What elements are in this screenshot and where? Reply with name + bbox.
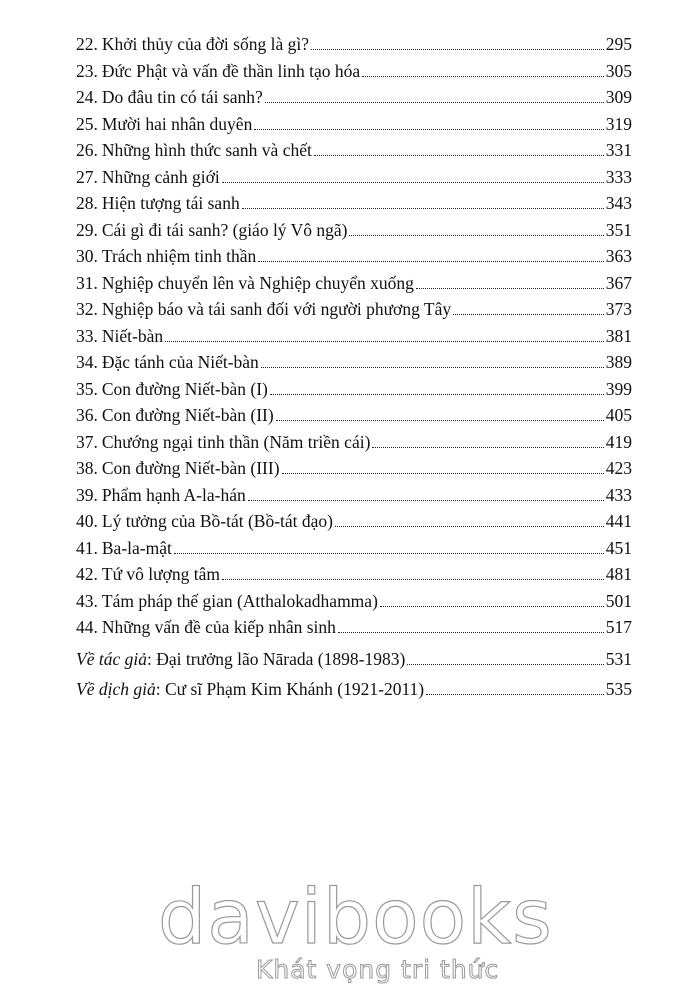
toc-entry-title: Chướng ngại tinh thần (Năm triền cái) xyxy=(101,431,371,452)
toc-entry-number: 30. xyxy=(76,246,98,266)
toc-entry xyxy=(76,403,632,427)
watermark-brand: davibooks xyxy=(158,872,553,961)
toc-entry-title: Hiện tượng tái sanh xyxy=(101,193,240,213)
toc-entry-page: 481 xyxy=(605,564,632,584)
toc-entry-page: 381 xyxy=(605,325,632,346)
toc-entry-number: 22. xyxy=(76,34,98,54)
dot-leader xyxy=(242,207,604,209)
toc-entry-number: 36. xyxy=(76,405,98,425)
toc-entry-title: Con đường Niết-bàn (II) xyxy=(101,405,274,425)
toc-entry-title: Ba-la-mật xyxy=(101,537,172,558)
toc-entry-page: 399 xyxy=(605,378,632,399)
toc-entry xyxy=(76,430,632,454)
toc-entry-page: 331 xyxy=(605,140,632,160)
toc-entry-page: 319 xyxy=(605,113,632,134)
toc-entry-page: 423 xyxy=(605,458,632,478)
toc-entry-title: Phẩm hạnh A-la-hán xyxy=(101,484,246,505)
toc-entry-number: 23. xyxy=(76,60,98,81)
dot-leader xyxy=(453,313,604,315)
toc-entry-title: Cái gì đi tái sanh? (giáo lý Vô ngã) xyxy=(101,219,348,240)
toc-entry-page: 419 xyxy=(605,431,632,452)
toc-entry xyxy=(76,138,632,162)
toc-entry-page: 451 xyxy=(605,537,632,558)
toc-entry-number: 40. xyxy=(76,511,98,531)
dot-leader xyxy=(248,499,604,501)
toc-entry-page: 501 xyxy=(605,590,632,611)
toc-entry-number: 41. xyxy=(76,537,98,558)
toc-entry xyxy=(76,112,632,136)
dot-leader xyxy=(314,154,604,156)
toc-entry xyxy=(76,377,632,401)
toc-entry-title: Đức Phật và vấn đề thần linh tạo hóa xyxy=(101,60,361,81)
dot-leader xyxy=(276,419,604,421)
dot-leader xyxy=(254,128,603,130)
toc-entry-title xyxy=(76,677,424,701)
toc-entry-number: 38. xyxy=(76,458,98,478)
dot-leader xyxy=(335,525,604,527)
toc-entry-title: Trách nhiệm tinh thần xyxy=(101,246,257,266)
dot-leader xyxy=(270,393,604,395)
dot-leader xyxy=(426,693,604,695)
toc-entry-page: 373 xyxy=(605,299,632,319)
toc-entry-number: 32. xyxy=(76,299,98,319)
toc-entry-title: Con đường Niết-bàn (III) xyxy=(101,458,280,478)
toc-entry-number: 27. xyxy=(76,166,98,187)
toc-entry-number: 29. xyxy=(76,219,98,240)
toc-entry-page: 389 xyxy=(605,352,632,372)
toc-entry-number: 43. xyxy=(76,590,98,611)
toc-entry-title: Mười hai nhân duyên xyxy=(101,113,253,134)
toc-entry xyxy=(76,32,632,56)
dot-leader xyxy=(265,101,604,103)
toc-entry-title: Con đường Niết-bàn (I) xyxy=(101,378,268,399)
dot-leader xyxy=(349,234,603,236)
about-translator-separator: : xyxy=(155,679,165,699)
about-translator-label: Về dịch giả xyxy=(76,679,156,699)
watermark-tagline: Khát vọng tri thức xyxy=(256,955,500,984)
dot-leader xyxy=(362,75,604,77)
toc-entry xyxy=(76,562,632,586)
toc-entry-page: 535 xyxy=(605,679,632,699)
toc-entry-number: 28. xyxy=(76,193,98,213)
toc-entry xyxy=(76,509,632,533)
toc-entry-page: 333 xyxy=(605,166,632,187)
dot-leader xyxy=(174,552,604,554)
about-author-separator: : xyxy=(146,649,157,669)
dot-leader xyxy=(258,260,603,262)
toc-entry xyxy=(76,456,632,480)
toc-entry-page: 433 xyxy=(605,484,632,505)
toc-entry xyxy=(76,615,632,639)
toc-entry xyxy=(76,271,632,295)
dot-leader xyxy=(338,631,604,633)
about-author-label: Về tác giả xyxy=(76,649,147,669)
toc-entry xyxy=(76,218,632,242)
toc-entry xyxy=(76,165,632,189)
toc-entry-title: Do đâu tin có tái sanh? xyxy=(101,87,263,107)
toc-entry-number: 33. xyxy=(76,325,98,346)
toc-entry-title: Nghiệp báo và tái sanh đối với người phương Tây xyxy=(101,299,452,319)
dot-leader xyxy=(165,340,604,342)
dot-leader xyxy=(407,663,603,665)
toc-entry xyxy=(76,589,632,613)
about-author-text: Đại trưởng lão Nārada (1898-1983) xyxy=(156,649,406,669)
toc-entry xyxy=(76,244,632,268)
toc-entry xyxy=(76,350,632,374)
dot-leader xyxy=(416,287,604,289)
toc-entry-title xyxy=(76,647,405,671)
toc-entry-page: 517 xyxy=(605,617,632,637)
toc-entry xyxy=(76,59,632,83)
toc-entry-title: Nghiệp chuyển lên và Nghiệp chuyển xuống xyxy=(101,272,414,293)
toc-entry-title: Niết-bàn xyxy=(101,325,164,346)
toc-entry-number: 24. xyxy=(76,87,98,107)
toc-entry-about-author xyxy=(76,647,632,671)
toc-entry-page: 367 xyxy=(605,272,632,293)
toc-entry-title: Tám pháp thế gian (Atthalokadhamma) xyxy=(101,590,378,611)
toc-entry-page: 441 xyxy=(605,511,632,531)
toc-entry-number: 42. xyxy=(76,564,98,584)
toc-entry-page: 351 xyxy=(605,219,632,240)
toc-entry xyxy=(76,191,632,215)
toc-entry-number: 44. xyxy=(76,617,98,637)
toc-entry-title: Những vấn đề của kiếp nhân sinh xyxy=(101,617,336,637)
toc-entry-title: Lý tưởng của Bồ-tát (Bồ-tát đạo) xyxy=(101,511,333,531)
toc-entry xyxy=(76,536,632,560)
toc-entry-number: 31. xyxy=(76,272,98,293)
toc-entry xyxy=(76,297,632,321)
toc-entry-title: Đặc tánh của Niết-bàn xyxy=(101,352,259,372)
toc-entry-title: Tứ vô lượng tâm xyxy=(101,564,221,584)
dot-leader xyxy=(282,472,604,474)
toc-entry xyxy=(76,324,632,348)
toc-entry-title: Những hình thức sanh và chết xyxy=(101,140,312,160)
toc-entry-page: 305 xyxy=(605,60,632,81)
toc-entry-page: 363 xyxy=(605,246,632,266)
about-translator-text: Cư sĩ Phạm Kim Khánh (1921-2011) xyxy=(164,679,425,699)
dot-leader xyxy=(380,605,604,607)
dot-leader xyxy=(372,446,603,448)
toc-entry-page: 531 xyxy=(605,649,632,669)
toc-entry-number: 37. xyxy=(76,431,98,452)
toc-entry xyxy=(76,85,632,109)
toc-entry xyxy=(76,483,632,507)
dot-leader xyxy=(222,578,604,580)
toc-entry-title: Những cảnh giới xyxy=(101,166,220,187)
toc-entry-page: 309 xyxy=(605,87,632,107)
toc-entry-number: 39. xyxy=(76,484,98,505)
toc-entry-number: 26. xyxy=(76,140,98,160)
toc-entry-page: 343 xyxy=(605,193,632,213)
toc-entry-page: 405 xyxy=(605,405,632,425)
dot-leader xyxy=(261,366,604,368)
dot-leader xyxy=(222,181,604,183)
toc-entry-title: Khởi thủy của đời sống là gì? xyxy=(101,34,309,54)
toc-entry-number: 25. xyxy=(76,113,98,134)
toc-entry-about-translator xyxy=(76,677,632,701)
toc-entry-number: 34. xyxy=(76,352,98,372)
toc-entry-number: 35. xyxy=(76,378,98,399)
dot-leader xyxy=(311,48,604,50)
toc-entry-page: 295 xyxy=(605,34,632,54)
